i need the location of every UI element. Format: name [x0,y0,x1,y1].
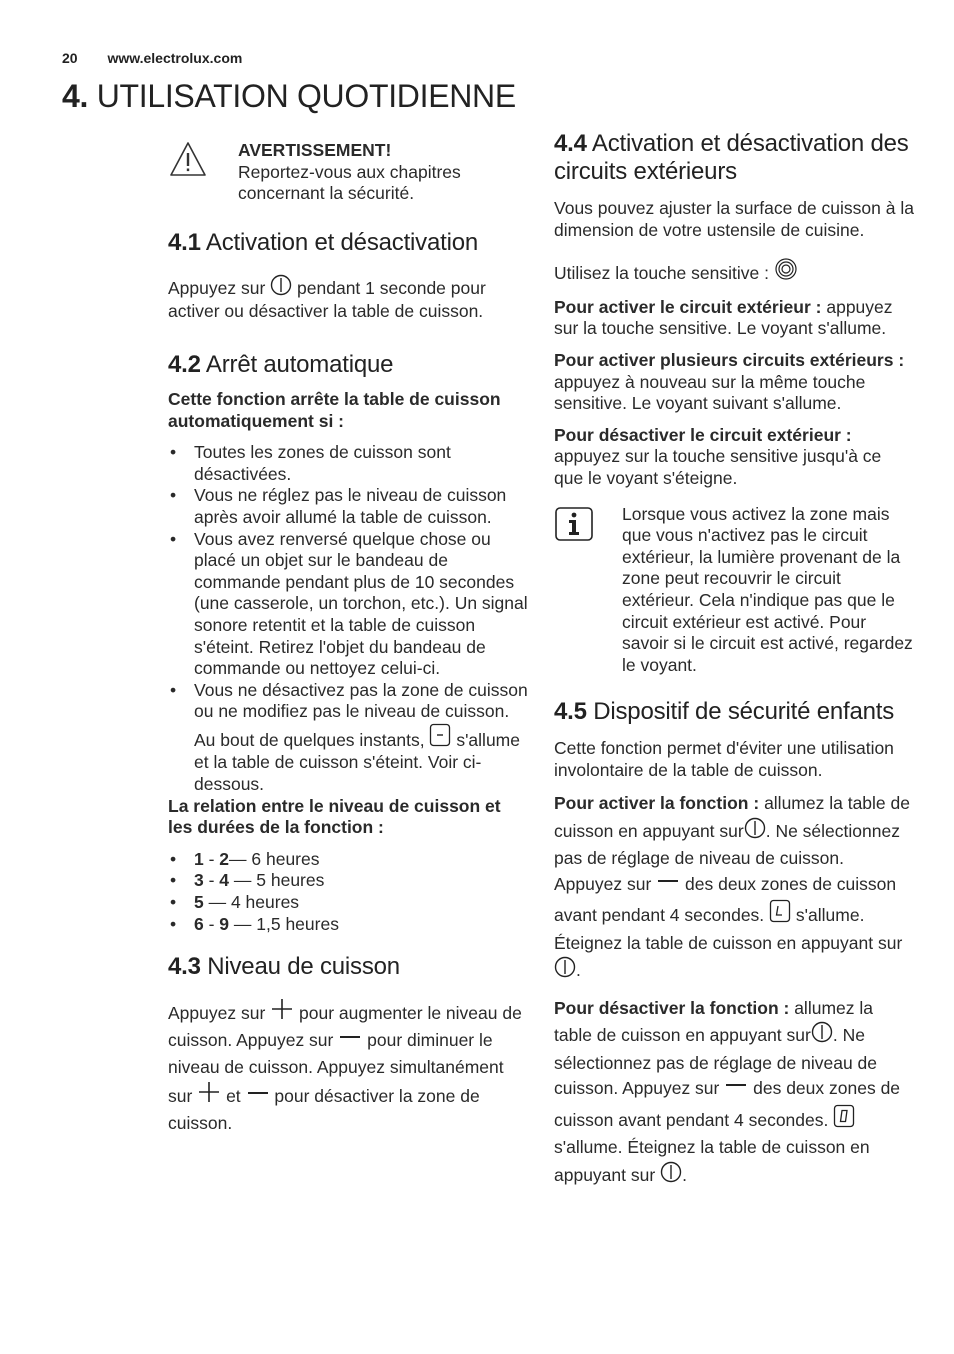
list-item [168,680,528,796]
text: s'allume. Éteignez la table de cuisson en appuyant sur [554,1137,870,1185]
power-icon [270,274,292,302]
level-sep: - [203,848,220,869]
title-number: 4. [62,78,89,114]
section-title: Niveau de cuisson [207,953,400,981]
s43-t2: pour augmenter le niveau de cuisson. Appuyez sur [168,1003,522,1051]
level-a: 6 [194,913,204,934]
s43-t5: pour désactiver la zone de cuisson. [168,1086,480,1134]
text: . Ne sélectionnez pas de réglage de niveau de cuisson. Appuyez sur [554,1025,878,1099]
page-number: 20 [62,50,78,66]
warning-text: Reportez-vous aux chapitres concernant la sécurité. [238,161,461,204]
s44-sensor [554,257,914,287]
power-icon [811,1021,833,1051]
power-icon [744,817,766,847]
website-link[interactable]: www.electrolux.com [107,50,243,66]
right-column [554,130,914,1190]
plus-icon [197,1080,221,1111]
s41-text [168,274,528,323]
label: Pour désactiver la fonction : [554,997,790,1018]
left-column [168,140,528,1136]
level-sep: - [203,870,220,891]
section-4-2-heading [168,351,528,379]
label: Pour activer la fonction : [554,793,760,814]
list-item [168,849,528,871]
list-item: • Vous avez renversé quelque chose ou placé un objet sur le bandeau de commande pendant plus de 10 secondes (une casserole, un torchon, etc.). Un signal sonore retentit et la table de cuisson s'éteint. Retirez l'objet du bandeau de commande ou nettoyez celui-ci. [168,529,528,680]
text: des deux zones de cuisson avant pendant 4 secondes. [554,1078,901,1130]
section-4-1-heading [168,229,528,257]
lock-l-display-icon [769,899,791,931]
text: . Ne sélectionnez pas de réglage de niveau de cuisson. Appuyez sur [554,820,900,894]
minus-icon [246,1086,270,1111]
section-4-3-heading [168,953,528,981]
info-icon [554,504,622,677]
section-number: 4.2 [168,350,201,378]
s43-text [168,997,528,1136]
minus-display-icon [429,723,451,753]
level-a: 5 [194,892,204,913]
list-item: • Vous ne réglez pas le niveau de cuisson après avoir allumé la table de cuisson. [168,485,528,528]
level-b: 4 [219,870,230,891]
text: allumez la table de cuisson en appuyant sur [554,793,910,841]
section-4-4-heading [554,130,914,186]
circuit-sensor-icon [774,257,798,287]
power-icon [660,1161,682,1191]
section-number: 4.1 [168,228,201,256]
list-item: • Toutes les zones de cuisson sont désactivées. [168,442,528,485]
auto-off-list [168,442,528,796]
info-box [554,504,914,677]
text: appuyez sur la touche sensitive. Le voyant s'allume. [554,296,893,339]
s43-t3: pour diminuer le niveau de cuisson. Appuyez simultanément sur [168,1030,504,1107]
s45-deactivate [554,996,914,1191]
list-item [168,914,528,936]
s44-sensor-text: Utilisez la touche sensitive : [554,263,769,284]
section-title: Activation et désactivation [205,228,479,256]
warning-heading: AVERTISSEMENT! [238,140,392,160]
level-duration: — 6 heures [229,848,320,869]
plus-icon [270,997,294,1028]
s44-multi [554,350,914,415]
label: Pour désactiver le circuit extérieur : [554,424,852,445]
title-text: UTILISATION QUOTIDIENNE [96,78,516,114]
list-item [168,892,528,914]
section-number: 4.5 [554,698,587,726]
text: appuyez sur la touche sensitive jusqu'à ce que le voyant s'éteigne. [554,446,882,488]
bullet4-text-b: s'allume et la table de cuisson s'éteint. Voir ci-dessous. [194,729,520,795]
level-b: 9 [219,913,230,934]
text: . [682,1164,687,1185]
s43-t1: Appuyez sur [168,1003,266,1024]
text: . [576,960,581,981]
list-item [168,870,528,892]
section-title: Arrêt automatique [205,350,394,378]
s45-intro: Cette fonction permet d'éviter une utilisation involontaire de la table de cuisson. [554,738,894,780]
minus-icon [656,874,680,900]
info-text: Lorsque vous activez la zone mais que vous n'activez pas le circuit extérieur, la lumière provenant de la zone peut recouvrir le circuit extérieur. Cela n'indique pas que le circuit extérieur est activé. Pour savoir si le circuit est activé, regardez le voyant. [622,503,913,675]
level-a: 3 [194,870,204,891]
text: des deux zones de cuisson avant pendant 4 secondes. [554,873,897,926]
s41-text-b: pendant 1 seconde pour activer ou désactiver la table de cuisson. [168,277,486,322]
warning-box [168,140,528,205]
s45-activate [554,791,914,986]
power-icon [554,956,576,986]
level-a: 1 [194,848,204,869]
section-number: 4.4 [554,130,587,157]
minus-icon [724,1078,748,1104]
page-header [62,50,242,66]
warning-icon [168,140,238,184]
page-title [62,78,516,115]
level-duration: — 1,5 heures [229,913,339,934]
level-sep: - [203,913,220,934]
s43-t4: et [226,1086,241,1107]
level-b: 2 [219,848,230,869]
s44-intro: Vous pouvez ajuster la surface de cuisson à la dimension de votre ustensile de cuisine. [554,198,914,240]
s42-intro: Cette fonction arrête la table de cuisson automatiquement si : [168,388,501,431]
s41-text-a: Appuyez sur [168,277,266,298]
bullet4-text-a: Vous ne désactivez pas la zone de cuisson ou ne modifiez pas le niveau de cuisson. Au bout de quelques instants, [194,679,528,750]
level-duration: — 4 heures [203,892,300,913]
section-4-5-heading [554,698,914,726]
zero-display-icon [833,1104,855,1136]
section-title: Dispositif de sécurité enfants [593,698,895,726]
s44-activate [554,297,914,340]
text: s'allume. Éteignez la table de cuisson en appuyant sur [554,905,903,953]
level-duration: — 5 heures [229,870,325,891]
text: allumez la table de cuisson en appuyant sur [554,997,873,1046]
minus-icon [338,1030,362,1055]
levels-list [168,849,528,935]
label: Pour activer le circuit extérieur : [554,296,822,317]
section-title: Activation et désactivation des circuits extérieurs [554,130,909,185]
text: appuyez à nouveau sur la même touche sensitive. Le voyant suivant s'allume. [554,371,866,414]
label: Pour activer plusieurs circuits extérieurs : [554,349,905,370]
s42-relation: La relation entre le niveau de cuisson et les durées de la fonction : [168,795,501,838]
s44-deactivate [554,425,914,490]
section-number: 4.3 [168,953,201,981]
